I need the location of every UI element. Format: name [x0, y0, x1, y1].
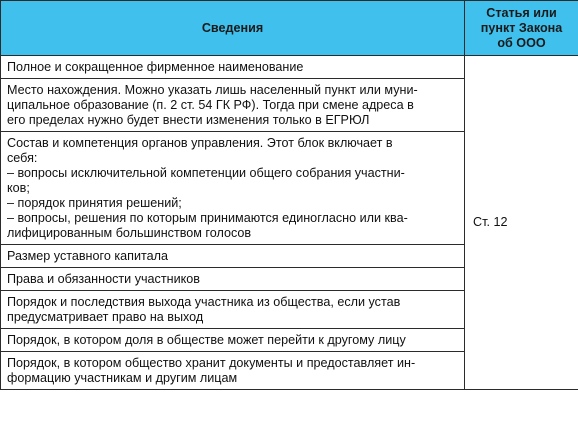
row-info-cell: Полное и сокращенное фирменное наименование — [1, 56, 465, 79]
table-header-row — [1, 1, 578, 56]
header-law — [465, 1, 578, 56]
row-info-cell: Порядок, в котором общество хранит документы и предоставляет ин- формацию участникам и другим лицам — [1, 352, 465, 390]
row-info-cell: Права и обязанности участников — [1, 268, 465, 291]
table-row — [1, 56, 578, 79]
row-info-cell: Порядок, в котором доля в обществе может перейти к другому лицу — [1, 329, 465, 352]
header-info — [1, 1, 465, 56]
row-info-cell: Порядок и последствия выхода участника из общества, если устав предусматривает право на выход — [1, 291, 465, 329]
row-info-cell: Размер уставного капитала — [1, 245, 465, 268]
row-info-cell: Место нахождения. Можно указать лишь населенный пункт или муни- ципальное образование (п. 2 ст. 54 ГК РФ). Тогда при смене адреса в его пределах нужно будет внести изменения только в ЕГРЮЛ — [1, 79, 465, 132]
law-reference-cell: Ст. 12 — [465, 56, 578, 390]
header-law-label: Статья или пункт Закона об ООО — [480, 5, 563, 50]
header-info-label: Сведения — [201, 20, 264, 35]
row-info-cell: Состав и компетенция органов управления. Этот блок включает в себя: – вопросы исключительной компетенции общего собрания участни- ков; – порядок принятия решений; – вопросы, решения по которым принимаются единогласно или ква- лифицированным большинством голосов — [1, 132, 465, 245]
